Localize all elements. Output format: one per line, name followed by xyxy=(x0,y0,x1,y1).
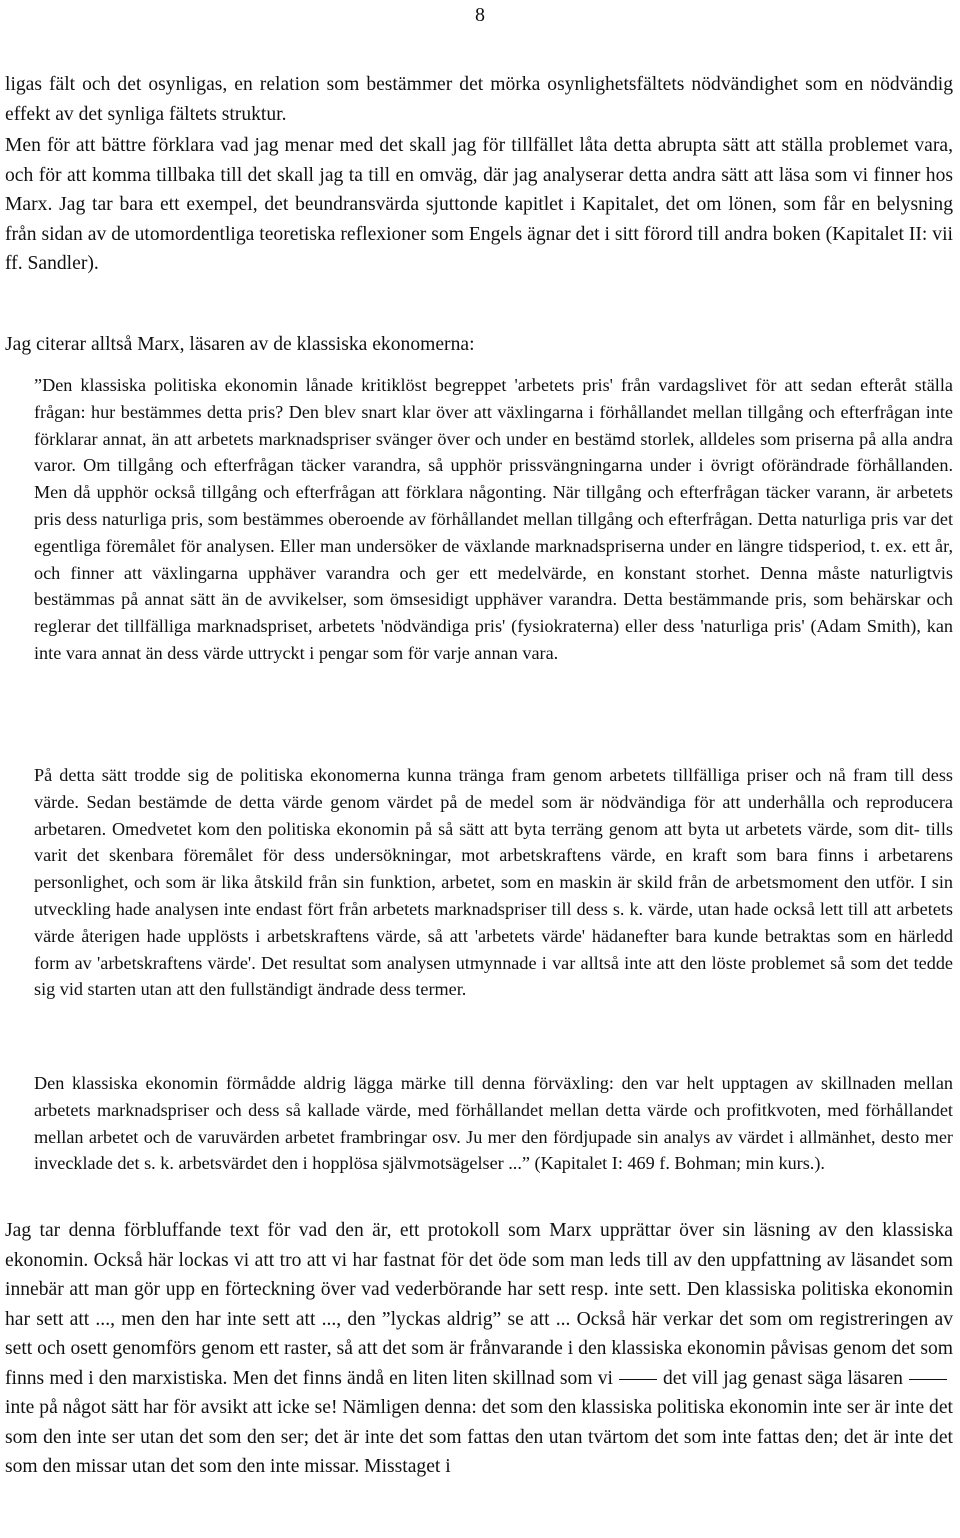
quote-paragraph: Den klassiska ekonomin förmådde aldrig lägga märke till denna förväxling: den var helt upptagen av skillnaden mellan arbetets marknadspriser och dess så kallade värde, med förhållandet mellan detta värde och profitkvoten, med förhållandet mellan arbetet och de varuvärden arbetet frambringar osv. Ju mer den fördjupade sin analys av värdet i allmänhet, desto mer invecklade det s. k. arbetsvärdet den i hopplösa självmotsägelser ...” (Kapitalet I: 469 f. Bohman; min kurs.). xyxy=(34,1073,953,1174)
page-number: 8 xyxy=(475,4,485,26)
block-quote xyxy=(34,372,953,667)
text-run: det vill jag genast säga läsaren xyxy=(662,1367,903,1389)
paragraph: Jag citerar alltså Marx, läsaren av de klassiska ekonomerna: xyxy=(5,334,475,355)
paragraph: Men för att bättre förklara vad jag menar med det skall jag för tillfället låta detta abrupta sätt att ställa problemet vara, och för att komma tillbaka till det skall jag ta till en omväg, där jag analyserar detta andra sätt att läsa som vi finner hos Marx. Jag tar bara ett exempel, det beundransvärda sjuttonde kapitlet i Kapitalet, det om lönen, som får en belysning från sidan av de utomordentliga teoretiska reflexioner som Engels ägnar det i sitt förord till andra boken (Kapitalet II: vii ff. Sandler). xyxy=(5,135,953,274)
block-quote xyxy=(34,762,953,1003)
quote-paragraph: ”Den klassiska politiska ekonomin lånade kritiklöst begreppet 'arbetets pris' från vardagslivet för att sedan efteråt ställa frågan: hur bestämmes detta pris? Den blev snart klar över att växlingarna i förhållandet mellan tillgång och efterfrågan inte förklarar annat, än att arbetets marknadspriser svänger över och under en bestämd storlek, alldeles som priserna på alla andra varor. Om tillgång och efterfrågan täcker varandra, så upphör prissvängningarna under i övrigt oförändrade förhållanden. Men då upphör också tillgång och efterfrågan att förklara någonting. När tillgång och efterfrågan täcker varann, är arbetets pris dess naturliga pris, som bestämmes oberoende av förhållandet mellan tillgång och efterfrågan. Detta naturliga pris var det egentliga föremålet för analysen. Eller man undersöker de växlande marknadspriserna under en längre tidsperiod, t. ex. ett år, och finner att växlingarna upphäver varandra och ger ett medelvärde, en konstant storhet. Denna måste naturligtvis bestämmas på annat sätt än de avvikelser, som ömsesidigt upphäver varandra. Detta bestämmande pris, som behärskar och reglerar det tillfälliga marknadspriset, arbetets 'nödvändiga pris' (fysiokraterna) eller dess 'naturliga pris' (Adam Smith), kan inte vara annat än dess värde uttryckt i pengar som för varje annan vara. xyxy=(34,375,953,663)
body-text-top xyxy=(5,70,953,279)
em-dash xyxy=(619,1379,657,1380)
closing-paragraph xyxy=(5,1216,953,1482)
em-dash xyxy=(909,1379,947,1380)
quote-paragraph: På detta sätt trodde sig de politiska ekonomerna kunna tränga fram genom arbetets tillfälliga priser och nå fram till dess värde. Sedan bestämde de detta värde genom värdet på de medel som är nödvändiga för att underhålla och reproducera arbetaren. Omedvetet kom den politiska ekonomin på så sätt att byta terräng genom att byta ut arbetets värde, som dit- tills varit det skenbara föremålet för dess undersökningar, mot arbetskraftens värde, en kraft som bara finns i arbetarens personlighet, och som är lika åtskild från sin funktion, arbetet, som en maskin är skild från de arbetsmoment den utför. I sin utveckling hade analysen inte endast fört från arbetets marknadspriser till dess s. k. värde, utan hade också lett till att arbetets värde återigen hade upplösts i arbetskraftens värde, så att 'arbetets värde' hädanefter bara kunde betraktas som en härledd form av 'arbetskraftens värde'. Det resultat som analysen utmynnade i var alltså inte att den löste problemet så som det tedde sig vid starten utan att den fullständigt ändrade dess termer. xyxy=(34,765,953,1000)
text-run: inte på något sätt har för avsikt att icke se! Nämligen denna: det som den klassiska politiska ekonomin inte ser är inte det som den inte ser utan det som den ser; det är inte det som fattas den utan tvärtom det som inte fattas den; det är inte det som den missar utan det som den inte missar. Misstaget i xyxy=(5,1397,953,1477)
paragraph: ligas fält och det osynligas, en relation som bestämmer det mörka osynlighetsfältets nödvändighet som en nödvändig effekt av det synliga fältets struktur. xyxy=(5,74,953,125)
paragraph xyxy=(5,1216,953,1482)
quote-intro xyxy=(5,330,953,360)
block-quote xyxy=(34,1070,953,1177)
text-run: Jag tar denna förbluffande text för vad den är, ett protokoll som Marx upprättar över sin läsning av den klassiska ekonomin. Också här lockas vi att tro att vi har fastnat för det öde som man leds till av den uppfattning av läsandet som innebär att man gör upp en förteckning över vad vederbörande har sett resp. inte sett. Den klassiska politiska ekonomin har sett att ..., men den har inte sett att ..., den ”lyckas aldrig” se att ... Också här verkar det som om registreringen av sett och osett genomförs genom ett raster, så att det som är frånvarande i den klassiska ekonomin påvisas genom det som finns med i den marxistiska. Men det finns ändå en liten liten skillnad som vi xyxy=(5,1220,953,1389)
